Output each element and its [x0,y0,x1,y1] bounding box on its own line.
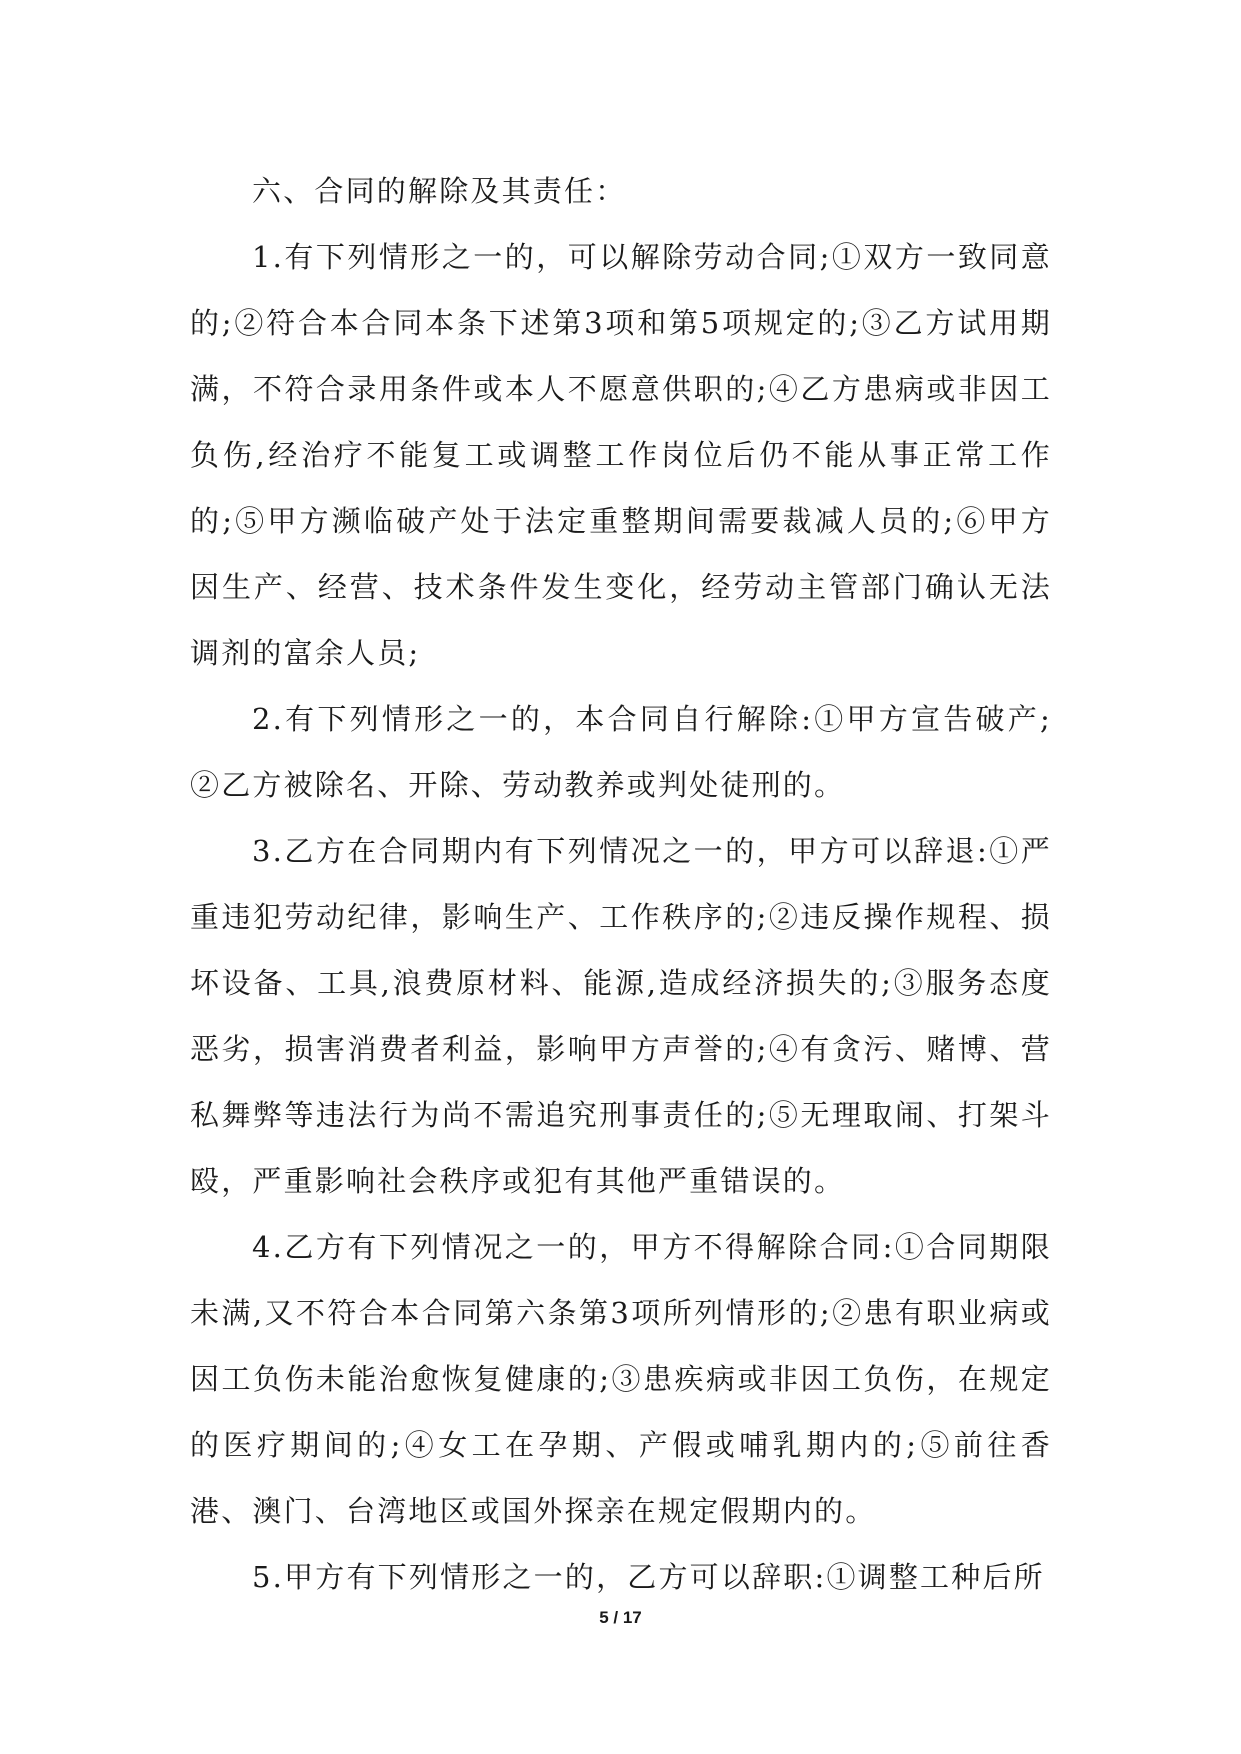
document-body [190,158,1052,1610]
page-number: 5 / 17 [599,1608,642,1627]
section-heading: 六、合同的解除及其责任： [252,174,627,208]
clause-paragraph-3: 3.乙方在合同期内有下列情况之一的，甲方可以辞退:①严重违犯劳动纪律，影响生产、工作秩序的;②违反操作规程、损坏设备、工具,浪费原材料、能源,造成经济损失的;③服务态度恶劣，损害消费者利益，影响甲方声誉的;④有贪污、赌博、营私舞弊等违法行为尚不需追究刑事责任的;⑤无理取闹、打架斗殴，严重影响社会秩序或犯有其他严重错误的。 [190,834,1052,1198]
clause-paragraph-4: 4.乙方有下列情况之一的，甲方不得解除合同:①合同期限未满,又不符合本合同第六条第3项所列情形的;②患有职业病或因工负伤未能治愈恢复健康的;③患疾病或非因工负伤，在规定的医疗期间的;④女工在孕期、产假或哺乳期内的;⑤前往香港、澳门、台湾地区或国外探亲在规定假期内的。 [190,1230,1052,1528]
clause-paragraph-1: 1.有下列情形之一的，可以解除劳动合同;①双方一致同意的;②符合本合同本条下述第3项和第5项规定的;③乙方试用期满，不符合录用条件或本人不愿意供职的;④乙方患病或非因工负伤,经治疗不能复工或调整工作岗位后仍不能从事正常工作的;⑤甲方濒临破产处于法定重整期间需要裁减人员的;⑥甲方因生产、经营、技术条件发生变化，经劳动主管部门确认无法调剂的富余人员; [190,240,1052,670]
clause-paragraph-2: 2.有下列情形之一的，本合同自行解除:①甲方宣告破产;②乙方被除名、开除、劳动教养或判处徒刑的。 [190,702,1052,802]
clause-paragraph-5: 5.甲方有下列情形之一的，乙方可以辞职:①调整工种后所 [252,1560,1045,1594]
